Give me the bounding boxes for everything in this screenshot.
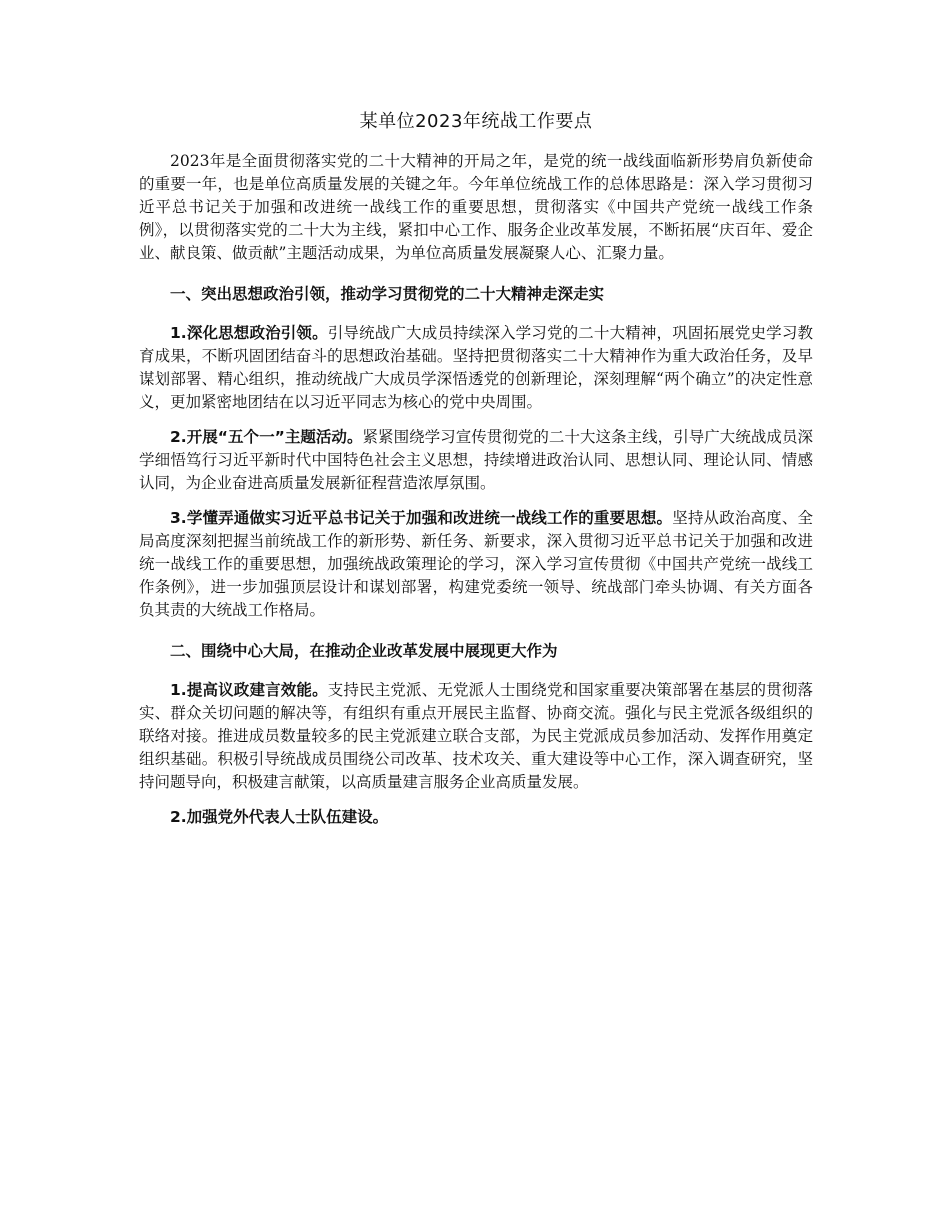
section-2-item-1 — [139, 679, 813, 794]
item-title: 1.深化思想政治引领。 — [170, 324, 328, 342]
section-1-item-3 — [139, 507, 813, 622]
item-title: 2.加强党外代表人士队伍建设。 — [170, 808, 389, 826]
item-text: 支持民主党派、无党派人士围绕党和国家重要决策部署在基层的贯彻落实、群众关切问题的解决等，有组织有重点开展民主监督、协商交流。强化与民主党派各级组织的联络对接。推进成员数量较多的民主党派建立联合支部，为民主党派成员参加活动、发挥作用奠定组织基础。积极引导统战成员围绕公司改革、技术攻关、重大建设等中心工作，深入调查研究，坚持问题导向，积极建言献策，以高质量建言服务企业高质量发展。 — [139, 681, 813, 791]
section-1-heading: 一、突出思想政治引领，推动学习贯彻党的二十大精神走深走实 — [170, 285, 605, 303]
section-2-heading: 二、围绕中心大局，在推动企业改革发展中展现更大作为 — [170, 642, 558, 660]
item-text: 坚持从政治高度、全局高度深刻把握当前统战工作的新形势、新任务、新要求，深入贯彻习近平总书记关于加强和改进统一战线工作的重要思想，加强统战政策理论的学习，深入学习宣传贯彻《中国共产党统一战线工作条例》，进一步加强顶层设计和谋划部署，构建党委统一领导、统战部门牵头协调、有关方面各负其责的大统战工作格局。 — [139, 509, 813, 619]
section-2-item-2 — [139, 806, 813, 829]
item-text: 紧紧围绕学习宣传贯彻党的二十大这条主线，引导广大统战成员深学细悟笃行习近平新时代中国特色社会主义思想，持续增进政治认同、思想认同、理论认同、情感认同，为企业奋进高质量发展新征程营造浓厚氛围。 — [139, 428, 813, 492]
item-title: 2.开展“五个一”主题活动。 — [170, 428, 363, 446]
item-title: 1.提高议政建言效能。 — [170, 681, 328, 699]
section-1-item-2 — [139, 426, 813, 495]
document-page — [139, 108, 813, 841]
item-title: 3.学懂弄通做实习近平总书记关于加强和改进统一战线工作的重要思想。 — [170, 509, 673, 527]
section-1-item-1 — [139, 322, 813, 414]
document-title: 某单位2023年统战工作要点 — [359, 111, 593, 132]
item-text: 引导统战广大成员持续深入学习党的二十大精神，巩固拓展党史学习教育成果，不断巩固团结奋斗的思想政治基础。坚持把贯彻落实二十大精神作为重大政治任务，及早谋划部署、精心组织，推动统战广大成员学深悟透党的创新理论，深刻理解“两个确立”的决定性意义，更加紧密地团结在以习近平同志为核心的党中央周围。 — [139, 324, 813, 411]
intro-paragraph: 2023年是全面贯彻落实党的二十大精神的开局之年，是党的统一战线面临新形势肩负新使命的重要一年，也是单位高质量发展的关键之年。今年单位统战工作的总体思路是：深入学习贯彻习近平总书记关于加强和改进统一战线工作的重要思想，贯彻落实《中国共产党统一战线工作条例》，以贯彻落实党的二十大为主线，紧扣中心工作、服务企业改革发展，不断拓展“庆百年、爱企业、献良策、做贡献”主题活动成果，为单位高质量发展凝聚人心、汇聚力量。 — [139, 152, 813, 262]
